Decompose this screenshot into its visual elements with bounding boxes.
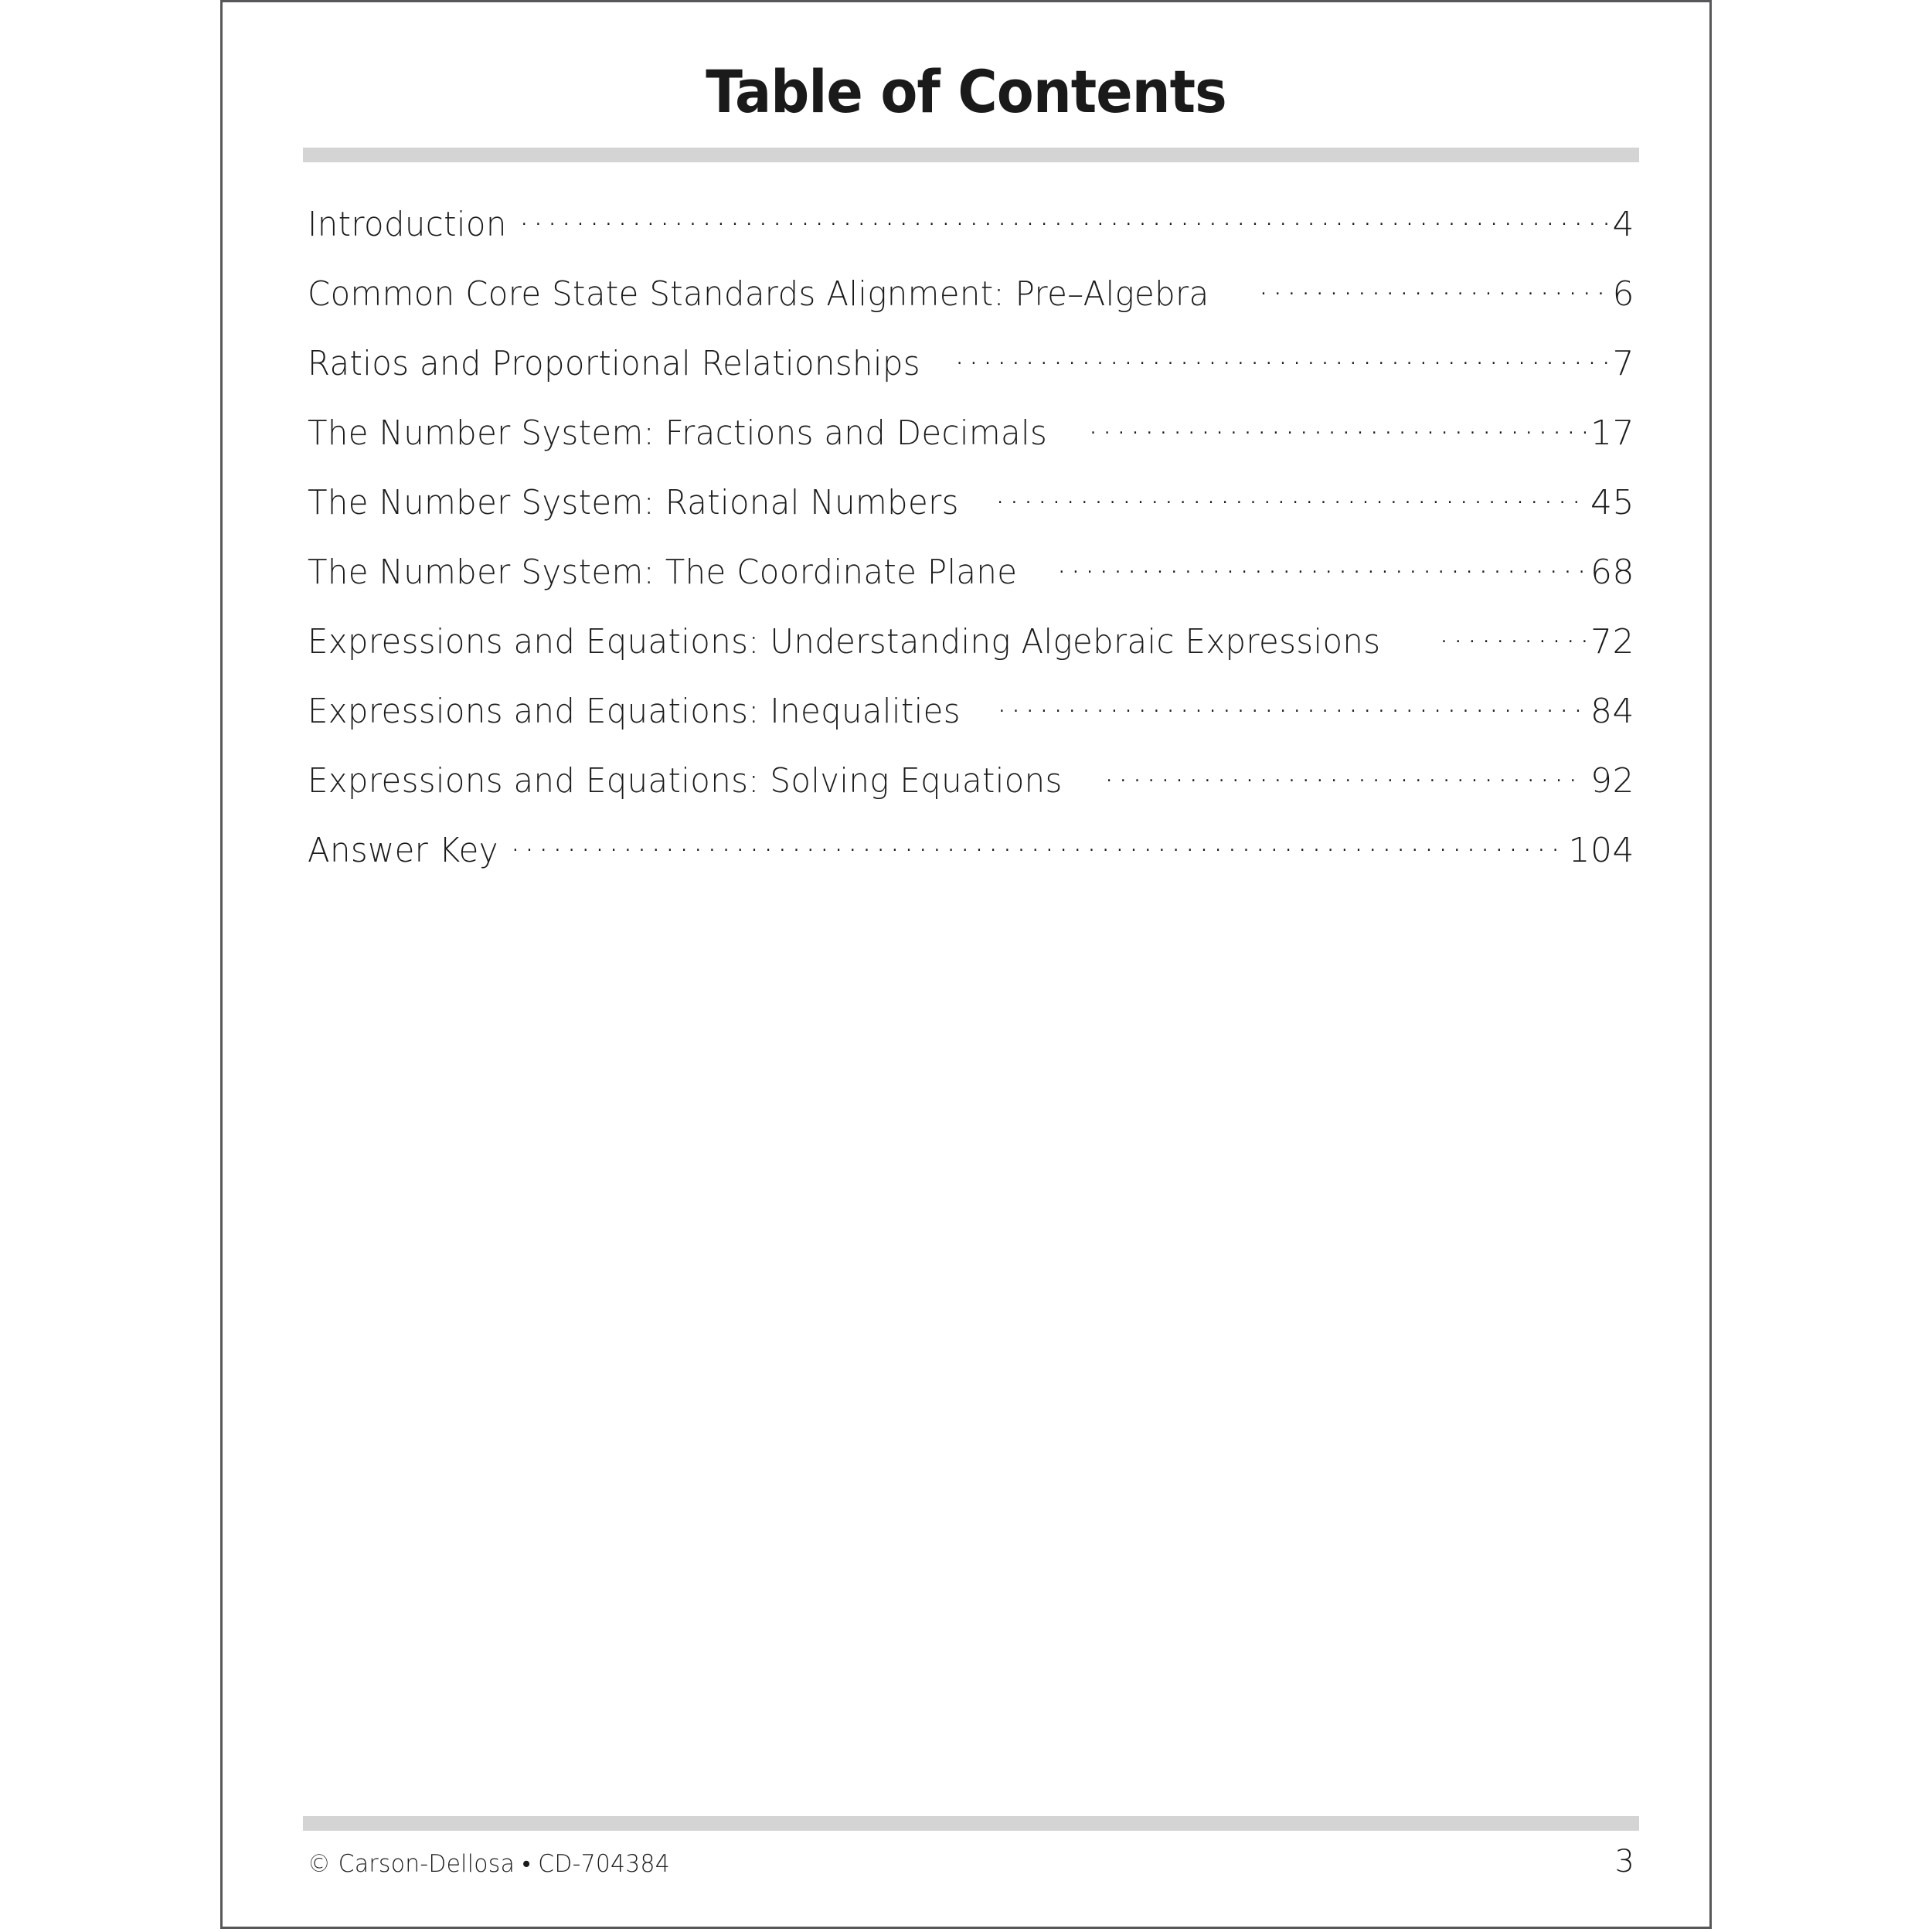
toc-dot-leader — [1258, 271, 1607, 305]
toc-entry-label: Ratios and Proportional Relationships — [308, 344, 920, 383]
toc-entry-label: Expressions and Equations: Understanding Algebraic Expressions — [308, 622, 1381, 662]
footer-rule-divider — [303, 1816, 1639, 1831]
toc-entry-page-number: 17 — [1590, 413, 1634, 453]
toc-dot-leader — [1104, 758, 1586, 792]
toc-dot-leader — [510, 828, 1564, 862]
toc-entry-page-number: 104 — [1568, 831, 1634, 870]
toc-entry-label: Common Core State Standards Alignment: Pre–Algebra — [308, 274, 1209, 314]
toc-entry[interactable] — [308, 689, 1634, 758]
toc-entry-page-number: 68 — [1590, 553, 1634, 592]
toc-entry-page-number: 92 — [1590, 761, 1634, 801]
toc-entry-label: The Number System: Rational Numbers — [308, 483, 959, 522]
document-page — [220, 0, 1712, 1929]
toc-entry-page-number: 45 — [1590, 483, 1634, 522]
title-rule-divider — [303, 148, 1639, 162]
toc-entry-page-number: 6 — [1612, 274, 1634, 314]
toc-entry-page-number: 4 — [1612, 205, 1634, 244]
toc-entry[interactable] — [308, 271, 1634, 341]
toc-entry-label: The Number System: The Coordinate Plane — [308, 553, 1018, 592]
toc-entry[interactable] — [308, 341, 1634, 410]
toc-dot-leader — [519, 202, 1607, 236]
toc-dot-leader — [1056, 549, 1586, 583]
toc-entry[interactable] — [308, 480, 1634, 549]
toc-entry-page-number: 7 — [1612, 344, 1634, 383]
toc-entry[interactable] — [308, 828, 1634, 897]
copyright-notice: © Carson-Dellosa • CD-704384 — [308, 1850, 670, 1878]
toc-entry-label: Answer Key — [308, 831, 498, 870]
toc-dot-leader — [954, 341, 1608, 375]
toc-entry[interactable] — [308, 410, 1634, 480]
toc-entry-label: Expressions and Equations: Inequalities — [308, 692, 961, 731]
page-footer — [308, 1844, 1634, 1879]
toc-entry[interactable] — [308, 202, 1634, 271]
toc-dot-leader — [996, 689, 1586, 723]
toc-entry-page-number: 84 — [1590, 692, 1634, 731]
toc-entry[interactable] — [308, 549, 1634, 619]
page-title: Table of Contents — [706, 57, 1226, 126]
toc-dot-leader — [1088, 410, 1587, 444]
page-number: 3 — [1614, 1844, 1634, 1879]
toc-entry[interactable] — [308, 619, 1634, 689]
toc-entry-label: The Number System: Fractions and Decimals — [308, 413, 1048, 453]
toc-dot-leader — [995, 480, 1586, 514]
toc-dot-leader — [1439, 619, 1586, 653]
table-of-contents-list — [308, 202, 1634, 897]
toc-entry-page-number: 72 — [1590, 622, 1634, 662]
toc-entry[interactable] — [308, 758, 1634, 828]
toc-entry-label: Introduction — [308, 205, 507, 244]
toc-entry-label: Expressions and Equations: Solving Equations — [308, 761, 1063, 801]
